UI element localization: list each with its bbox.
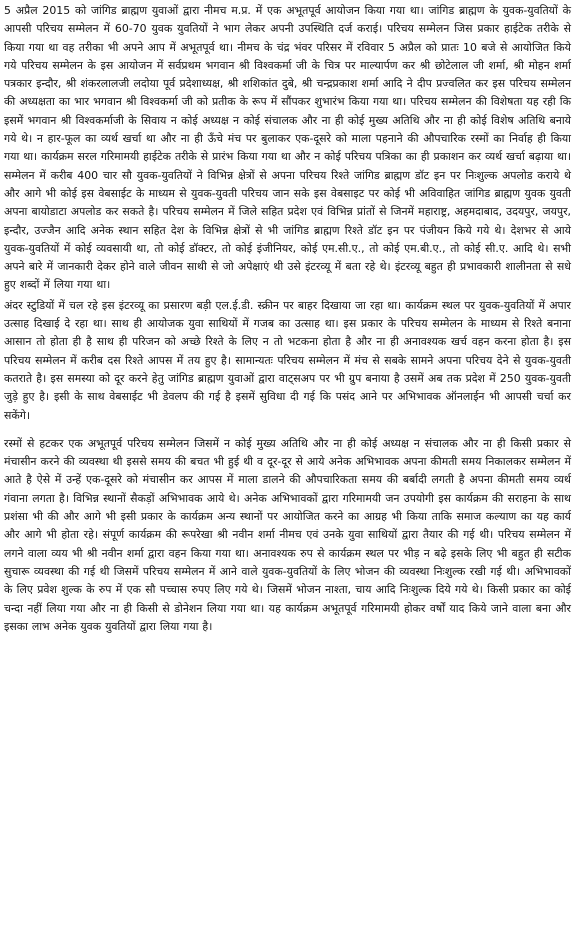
- paragraph-event-arrangements: रस्मों से हटकर एक अभूतपूर्व परिचय सम्मेलन जिसमें न कोई मुख्य अतिथि और ना ही कोई अध्यक्ष न संचालक और ना ही किसी प्रकार से मंचासीन करने की व्यवस्था थी इससे समय की बचत भी हुई थी व दूर-दूर से आये अनेक अभिभावक अपना कीमती समय निकालकर सम्मेलन में आते है ऐसे में उन्हें एक-दूसरे को मंचासीन कर आपस में माला डालने की औपचारिकता समय की बर्बादी लगती है अपना कीमती समय व्यर्थ गंवाना लगता है। विभिन्न स्थानों सैकड़ों अभिभावक आये थे। अनेक अभिभावकों द्वारा गरिमामयी जन उपयोगी इस कार्यक्रम की सराहना के साथ प्रशंसा भी की और आगे भी इसी प्रकार के कार्यक्रम अन्य स्थानों पर आयोजित करने का आग्रह भी किया ताकि समाज कल्याण का यह कार्य और आगे भी होता रहे। संपूर्ण कार्यक्रम की रूपरेखा श्री नवीन शर्मा नीमच एवं उनके युवा साथियों द्वारा तैयार की गई थी। परिचय सम्मेलन में लगने वाला व्यय भी श्री नवीन शर्मा द्वारा वहन किया गया था। अनावश्यक रुप से कार्यक्रम स्थल पर भीड़ न बढ़े इसके लिए भी बहुत ही सटीक सुचारू व्यवस्था की गई थी जिसमें परिचय सम्मेलन में आने वाले युवक-युवतियों के लिए भोजन की व्यवस्था निःशुल्क रखी गई थी। अभिभावकों के लिए प्रवेश शुल्क के रुप में एक सौ पच्चास रुपए लिए गये थे। जिसमें भोजन नाश्ता, चाय आदि निःशुल्क दिये गये थे। किसी प्रकार का कोई चन्दा नहीं लिया गया और ना ही किसी से डोनेशन लिया गया था। यह कार्यक्रम अभूतपूर्व गरिमामयी होकर वर्षों याद किये जाने वाला बना और इसका लाभ अनेक युवक युवतियों द्वारा लिया गया है।: [4, 436, 571, 633]
- paragraph-event-report: 5 अप्रैल 2015 को जांगिड ब्राह्मण युवाओं द्वारा नीमच म.प्र. में एक अभूतपूर्व आयोजन किया गया था। जांगिड ब्राह्मण के युवक-युवतियों के आपसी परिचय सम्मेलन में 60-70 युवक युवतियों ने भाग लेकर अपनी उपस्थिति दर्ज कराई। परिचय सम्मेलन जिस प्रकार हाईटेक तरीके से किया गया था वह तरीका भी अपने आप में अभूतपूर्व था। नीमच के चंद्र भंवर परिसर में रविवार 5 अप्रैल को प्रातः 10 बजे से आयोजित किये गये परिचय सम्मेलन के इस आयोजन में सर्वप्रथम भगवान श्री विश्वकर्मा जी के चित्र पर माल्यार्पण कर श्री छोटेलाल जी शर्मा, श्री मोहन शर्मा पत्रकार इन्दौर, श्री शंकरलालजी लदोया पूर्व प्रदेशाध्यक्ष, श्री शशिकांत दुबे, श्री चन्द्रप्रकाश शर्मा आदि ने दीप प्रज्वलित कर इस परिचय सम्मेलन की अध्यक्षता का भार भगवान श्री विश्वकर्मा जी को प्रतीक के रूप में सौंपकर शुभारंभ किया गया था। परिचय सम्मेलन की विशेषता यह रही कि इसमें भगवान श्री विश्वकर्माजी के सिवाय न कोई अध्यक्ष न कोई संचालक और ना ही कोई मुख्य अतिथि और ना ही कोई विशेष अतिथि बनाये गये थे। न हार-फूल का व्यर्थ खर्चा था और ना ही ऊँचे मंच पर बुलाकर एक-दूसरे को माला पहनाने की औपचारिक रस्मों का निर्वाह ही किया गया था। कार्यक्रम सरल गरिमामयी हाईटेक तरीके से प्रारंभ किया गया था और न कोई परिचय पत्रिका का ही प्रकाशन कर व्यर्थ खर्चा बढ़ाया था। सम्मेलन में करीब 400 चार सौ युवक-युवतियों ने विभिन्न क्षेत्रों से अपना परिचय रिश्ते जांगिड ब्राह्मण डॉट इन पर निःशुल्क अपलोड कराये थे और आगे भी कोई इस वेबसाईट के माध्यम से युवक-युवती परिचय जान सके इस वेबसाइट पर कोई भी अविवाहित जांगिड ब्राह्मण युवक युवती अपना बायोडाटा अपलोड कर सकते है। परिचय सम्मेलन में जिले सहित प्रदेश एवं विभिन्न प्रांतों से जिनमें महाराष्ट्र, अहमदाबाद, उदयपुर, जयपुर, इन्दौर, उज्जैन आदि अनेक स्थान सहित देश के विभिन्न क्षेत्रों से भी जांगिड ब्राह्मण रिश्ते डॉट इन पर पंजीयन किये गये थे। देशभर से आये युवक-युवतियों में कोई व्यवसायी था, तो कोई डॉक्टर, तो कोई इंजीनियर, कोई एम.सी.ए., तो कोई एम.बी.ए., तो कोई सी.ए. आदि थे। सभी अपने बारे में जानकारी देकर होने वाले जीवन साथी से जो अपेक्षाएं थी उसे इंटरव्यू में बता रहे थे। इंटरव्यू बहुत ही प्रभावकारी शालीनता से सधे हुए शब्दों में लिया गया था।: [4, 4, 571, 292]
- paragraph-spacer: [4, 425, 571, 435]
- paragraph-broadcast-and-benefits: अंदर स्टुडियों में चल रहे इस इंटरव्यू का प्रसारण बड़ी एल.ई.डी. स्क्रीन पर बाहर दिखाया जा रहा था। कार्यक्रम स्थल पर युवक-युवतियों में अपार उत्साह दिखाई दे रहा था। साथ ही आयोजक युवा साथियों में गजब का उत्साह था। इस प्रकार के परिचय सम्मेलन के माध्यम से रिश्ते बनाना आसान तो होता ही है साथ ही परिजन को अच्छे रिश्ते के लिए न तो भटकना होता है और ना ही अनावश्यक खर्च वहन करना होता है। इस परिचय सम्मेलन में करीब दस रिश्ते आपस में तय हुए है। सामान्यतः परिचय सम्मेलन में मंच से सबके सामने अपना परिचय देने से युवक-युवती कतराते है। इस समस्या को दूर करने हेतु जांगिड ब्राह्मण युवाओं द्वारा वाट्सअप पर भी ग्रुप बनाया है उसमें अब तक प्रदेश में 250 युवक-युवती जुड़े हुए है। इसी के साथ वेबसाईट भी डेवलप की गई है इसमें सुविधा दी गई कि पसंद आने पर अभिभावक ऑनलाईन भी आपसी चर्चा कर सकेंगे।: [4, 298, 571, 422]
